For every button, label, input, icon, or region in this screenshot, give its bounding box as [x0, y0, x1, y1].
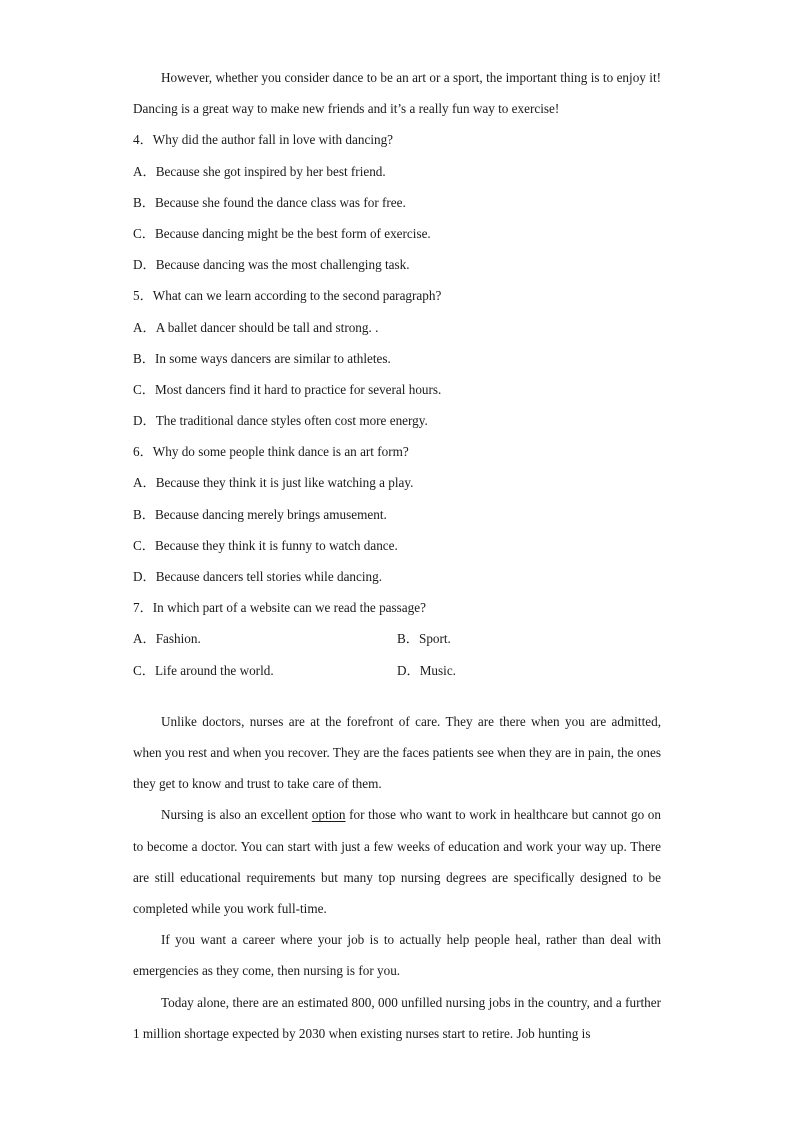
option-c: C．Because dancing might be the best form of exercise.	[133, 225, 431, 241]
option-c: C．Life around the world.	[133, 662, 274, 678]
option-d: D．Because dancers tell stories while dancing.	[133, 569, 383, 585]
option-d: D．Because dancing was the most challenging task.	[133, 257, 410, 273]
passage2-paragraph-3: If you want a career where your job is to actually help people heal, rather than deal with emergencies as they come, then nursing is for you.	[133, 932, 661, 979]
passage2-paragraph-1: Unlike doctors, nurses are at the forefront of care. They are there when you are admitted, when you rest and when you recover. They are the faces patients see when they are in pain, the ones they get to know and trust to take care of them.	[133, 713, 661, 792]
question-stem: 4．Why did the author fall in love with dancing?	[133, 132, 394, 148]
option-a: A．Because she got inspired by her best friend.	[133, 163, 386, 179]
underlined-word: option	[311, 807, 346, 823]
question-5	[133, 280, 661, 436]
option-c: C．Because they think it is funny to watch dance.	[133, 537, 398, 553]
question-7	[133, 592, 661, 686]
question-6	[133, 436, 661, 592]
passage2-paragraph-2	[133, 799, 661, 924]
option-a: A．Fashion.	[133, 631, 201, 647]
option-d: D．The traditional dance styles often cost more energy.	[133, 413, 428, 429]
passage1-closing-paragraph: However, whether you consider dance to be an art or a sport, the important thing is to enjoy it! Dancing is a great way to make new friends and it’s a really fun way to exercise!	[133, 70, 661, 117]
question-stem: 5．What can we learn according to the second paragraph?	[133, 288, 442, 304]
option-b: B．Sport.	[397, 631, 451, 647]
paragraph-text: for those who want to work in healthcare but cannot go on to become a doctor. You can start with just a few weeks of education and work your way up. There are still educational requirements but many top nursing degrees are specifically designed to be completed while you work full-time.	[133, 807, 661, 916]
option-row	[133, 623, 661, 654]
option-b: B．In some ways dancers are similar to athletes.	[133, 350, 391, 366]
option-d: D．Music.	[397, 662, 456, 678]
document-page	[133, 62, 661, 1049]
question-stem: 7．In which part of a website can we read the passage?	[133, 600, 426, 616]
section-gap	[133, 686, 661, 706]
option-b: B．Because dancing merely brings amusement.	[133, 506, 387, 522]
passage2-paragraph-4: Today alone, there are an estimated 800, 000 unfilled nursing jobs in the country, and a further 1 million shortage expected by 2030 when existing nurses start to retire. Job hunting is	[133, 994, 661, 1041]
question-stem: 6．Why do some people think dance is an art form?	[133, 444, 409, 460]
question-4	[133, 124, 661, 280]
option-a: A．Because they think it is just like watching a play.	[133, 475, 414, 491]
paragraph-text: Nursing is also an excellent	[161, 807, 312, 823]
option-b: B．Because she found the dance class was for free.	[133, 194, 406, 210]
option-c: C．Most dancers find it hard to practice for several hours.	[133, 381, 442, 397]
option-a: A．A ballet dancer should be tall and strong. .	[133, 319, 379, 335]
option-row	[133, 655, 661, 686]
